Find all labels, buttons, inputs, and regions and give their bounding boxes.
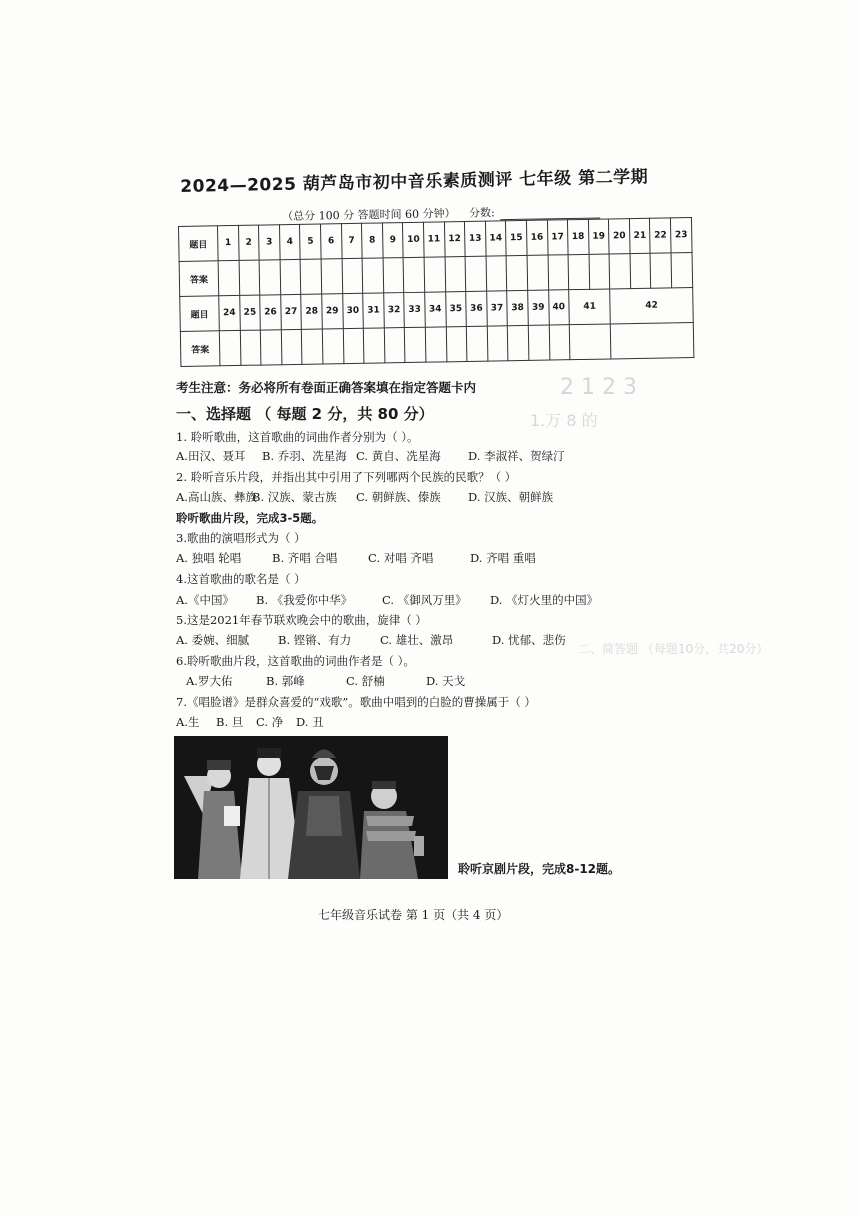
- question-number-cell: 8: [362, 223, 383, 258]
- question-7-options: [176, 714, 324, 730]
- question-4: 4.这首歌曲的歌名是（ ）: [176, 572, 306, 586]
- answer-cell[interactable]: [651, 253, 672, 288]
- bleed-through-mark: 1.万 8 的: [530, 411, 598, 430]
- question-number-cell: 41: [569, 289, 611, 325]
- option[interactable]: C. 对唱 齐唱: [368, 551, 434, 565]
- question-1: 1. 聆听歌曲，这首歌曲的词曲作者分别为（ ）。: [176, 430, 419, 444]
- question-number-cell: 5: [300, 224, 321, 259]
- option[interactable]: D. 天戈: [426, 674, 466, 688]
- question-3-options: [176, 550, 536, 566]
- question-number-cell: 27: [280, 294, 301, 329]
- exam-title: 2024—2025 葫芦岛市初中音乐素质测评 七年级 第二学期: [180, 167, 649, 197]
- option[interactable]: A.罗大佑: [186, 674, 233, 688]
- answer-cell[interactable]: [219, 330, 240, 365]
- answer-cell[interactable]: [321, 259, 342, 294]
- question-number-cell: 31: [363, 293, 384, 328]
- question-number-cell: 28: [301, 294, 322, 329]
- answer-cell[interactable]: [261, 330, 282, 365]
- option[interactable]: B. 汉族、蒙古族: [252, 490, 337, 504]
- answer-cell[interactable]: [322, 329, 343, 364]
- question-number-cell: 38: [507, 290, 528, 325]
- question-2: 2. 聆听音乐片段，并指出其中引用了下列哪两个民族的民歌？（ ）: [176, 470, 517, 484]
- question-number-cell: 24: [219, 295, 240, 330]
- answer-cell[interactable]: [302, 329, 323, 364]
- question-number-cell: 20: [609, 219, 630, 254]
- answer-cell[interactable]: [611, 323, 694, 359]
- option[interactable]: A.田汉、聂耳: [176, 449, 246, 463]
- question-number-cell: 13: [465, 221, 486, 256]
- opera-performers-illustration: [174, 736, 448, 879]
- question-1-options: [176, 448, 565, 464]
- option[interactable]: B. 旦: [216, 715, 244, 729]
- question-number-cell: 26: [260, 295, 281, 330]
- row-label: 答案: [180, 331, 220, 367]
- answer-table: [178, 217, 694, 367]
- question-5: 5.这是2021年春节联欢晚会中的歌曲，旋律（ ）: [176, 613, 427, 627]
- option[interactable]: C. 净: [256, 715, 284, 729]
- bleed-through-mark: 2 1 2 3: [560, 375, 637, 400]
- answer-cell[interactable]: [403, 257, 424, 292]
- section-heading-choice: 一、选择题 （ 每题 2 分，共 80 分）: [176, 405, 434, 423]
- option[interactable]: C. 朝鲜族、傣族: [356, 490, 441, 504]
- question-number-cell: 35: [445, 291, 466, 326]
- answer-cell[interactable]: [239, 260, 260, 295]
- question-number-cell: 10: [403, 222, 424, 257]
- question-number-cell: 18: [568, 219, 589, 254]
- question-number-cell: 4: [279, 224, 300, 259]
- option[interactable]: A. 独唱 轮唱: [176, 551, 242, 565]
- question-number-cell: 30: [342, 293, 363, 328]
- answer-cell[interactable]: [240, 330, 261, 365]
- answer-cell[interactable]: [508, 325, 529, 360]
- option[interactable]: C. 雄壮、激昂: [380, 633, 454, 647]
- answer-cell[interactable]: [362, 258, 383, 293]
- bleed-through-mark: 二、简答题 （每题10分，共20分）: [578, 642, 769, 656]
- answer-cell[interactable]: [548, 255, 569, 290]
- answer-cell[interactable]: [424, 257, 445, 292]
- question-number-cell: 39: [528, 290, 549, 325]
- score-label: 分数:: [468, 206, 495, 220]
- peking-opera-photo: [174, 736, 448, 879]
- option[interactable]: B. 《我爱你中华》: [256, 593, 353, 607]
- answer-cell[interactable]: [487, 326, 508, 361]
- question-number-cell: 15: [506, 220, 527, 255]
- answer-cell[interactable]: [465, 256, 486, 291]
- question-number-cell: 1: [218, 225, 239, 260]
- answer-cell[interactable]: [445, 256, 466, 291]
- answer-cell[interactable]: [630, 253, 651, 288]
- question-number-cell: 2: [238, 225, 259, 260]
- option[interactable]: D. 丑: [296, 715, 324, 729]
- answer-cell[interactable]: [486, 256, 507, 291]
- question-number-cell: 12: [444, 221, 465, 256]
- question-2-options: [176, 489, 553, 505]
- option[interactable]: D. 忧郁、悲伤: [492, 633, 566, 647]
- question-number-cell: 42: [610, 288, 693, 324]
- option[interactable]: C. 黄自、冼星海: [356, 449, 441, 463]
- option[interactable]: D. 汉族、朝鲜族: [468, 490, 554, 504]
- answer-cell[interactable]: [281, 329, 302, 364]
- option[interactable]: C. 《御风万里》: [382, 593, 467, 607]
- question-4-options: [176, 592, 598, 608]
- question-number-cell: 40: [548, 290, 569, 325]
- question-7: 7.《唱脸谱》是群众喜爱的“戏歌”。歌曲中唱到的白脸的曹操属于（ ）: [176, 695, 536, 709]
- question-number-cell: 32: [383, 293, 404, 328]
- option[interactable]: B. 齐唱 合唱: [272, 551, 338, 565]
- question-6: 6.聆听歌曲片段，这首歌曲的词曲作者是（ ）。: [176, 654, 415, 668]
- question-5-options: [176, 632, 566, 648]
- question-number-cell: 25: [239, 295, 260, 330]
- option[interactable]: D. 《灯火里的中国》: [490, 593, 599, 607]
- question-number-cell: 21: [629, 218, 650, 253]
- exam-notice: 考生注意：务必将所有卷面正确答案填在指定答题卡内: [176, 380, 477, 395]
- question-number-cell: 22: [650, 218, 671, 253]
- option[interactable]: D. 齐唱 重唱: [470, 551, 536, 565]
- option[interactable]: B. 郭峰: [266, 674, 305, 688]
- option[interactable]: B. 铿锵、有力: [278, 633, 352, 647]
- row-label: 答案: [179, 261, 219, 297]
- question-number-cell: 17: [547, 220, 568, 255]
- answer-cell[interactable]: [343, 328, 364, 363]
- answer-cell[interactable]: [342, 258, 363, 293]
- question-6-options: [176, 673, 465, 689]
- option[interactable]: C. 舒楠: [346, 674, 385, 688]
- question-number-cell: 29: [322, 294, 343, 329]
- question-number-cell: 19: [588, 219, 609, 254]
- option[interactable]: A.生: [176, 715, 200, 729]
- question-number-cell: 33: [404, 292, 425, 327]
- question-number-cell: 16: [526, 220, 547, 255]
- question-number-cell: 23: [670, 218, 692, 253]
- answer-cell[interactable]: [446, 326, 467, 361]
- answer-cell[interactable]: [218, 260, 239, 295]
- photo-caption: 聆听京剧片段，完成8-12题。: [458, 862, 621, 876]
- exam-info: （总分 100 分 答题时间 60 分钟）: [282, 206, 456, 223]
- question-number-cell: 34: [425, 292, 446, 327]
- answer-cell[interactable]: [527, 255, 548, 290]
- answer-cell[interactable]: [280, 259, 301, 294]
- page-footer: 七年级音乐试卷 第 1 页（共 4 页）: [318, 908, 509, 922]
- option[interactable]: A.高山族、彝族: [176, 490, 257, 504]
- option[interactable]: D. 李淑祥、贺绿汀: [468, 449, 565, 463]
- question-number-cell: 7: [341, 223, 362, 258]
- question-number-cell: 11: [423, 222, 444, 257]
- answer-cell[interactable]: [466, 326, 487, 361]
- instruction-3-5: 聆听歌曲片段，完成3-5题。: [176, 511, 324, 525]
- answer-cell[interactable]: [549, 325, 570, 360]
- question-number-cell: 14: [485, 221, 506, 256]
- question-3: 3.歌曲的演唱形式为（ ）: [176, 531, 306, 545]
- answer-cell[interactable]: [569, 324, 611, 360]
- row-label: 题目: [179, 226, 219, 262]
- option[interactable]: A. 委婉、细腻: [176, 633, 250, 647]
- option[interactable]: A.《中国》: [176, 593, 234, 607]
- answer-cell[interactable]: [383, 258, 404, 293]
- option[interactable]: B. 乔羽、冼星海: [262, 449, 347, 463]
- question-number-cell: 36: [466, 291, 487, 326]
- answer-cell[interactable]: [384, 328, 405, 363]
- row-label: 题目: [180, 296, 220, 332]
- question-number-cell: 6: [320, 224, 341, 259]
- answer-cell[interactable]: [568, 254, 589, 289]
- answer-cell[interactable]: [259, 260, 280, 295]
- answer-cell[interactable]: [405, 327, 426, 362]
- answer-cell[interactable]: [506, 255, 527, 290]
- question-number-cell: 3: [259, 225, 280, 260]
- question-number-cell: 9: [382, 223, 403, 258]
- answer-cell[interactable]: [609, 254, 630, 289]
- answer-cell[interactable]: [589, 254, 610, 289]
- answer-cell[interactable]: [671, 253, 693, 288]
- question-number-cell: 37: [486, 291, 507, 326]
- answer-cell[interactable]: [363, 328, 384, 363]
- answer-cell[interactable]: [528, 325, 549, 360]
- answer-cell[interactable]: [425, 327, 446, 362]
- answer-cell[interactable]: [300, 259, 321, 294]
